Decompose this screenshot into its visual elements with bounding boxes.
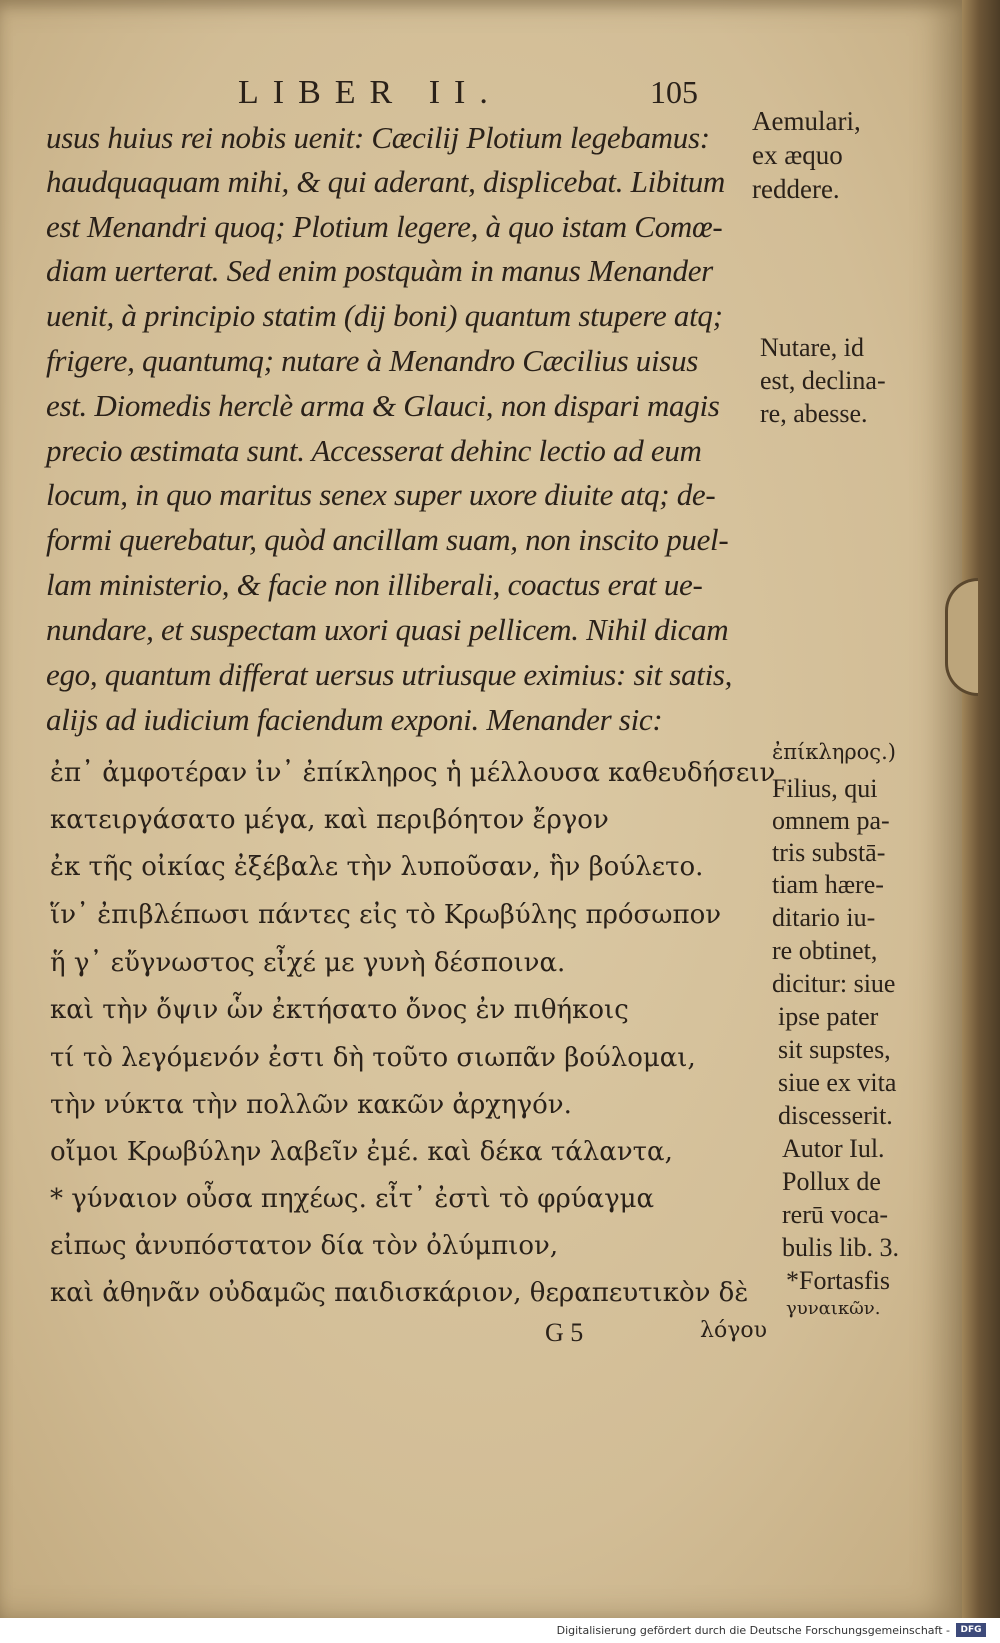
body-line: diam uerterat. Sed enim postquàm in manus Menander [46,253,713,288]
margin-line: tris substā- [772,838,886,867]
greek-line: καὶ ἀθηνᾶν οὐδαμῶς παιδισκάριον, θεραπευτικὸν δὲ [50,1278,749,1308]
body-line: nundare, et suspectam uxori quasi pellicem. Nihil dicam [46,612,729,647]
margin-line: bulis lib. 3. [782,1233,900,1262]
body-line: locum, in quo maritus senex super uxore diuite atq; de- [46,477,716,512]
signature-mark: G 5 [545,1318,584,1347]
margin-line: omnem pa- [772,806,890,835]
margin-line: tiam hære- [772,870,884,899]
margin-line: Filius, qui [772,774,878,803]
margin-line: dicitur: siue [772,969,896,998]
body-line: est. Diomedis herclè arma & Glauci, non dispari magis [46,388,720,423]
greek-line: ἵν᾽ ἐπιβλέπωσι πάντες εἰς τὸ Κρωβύλης πρόσωπον [50,900,722,930]
margin-line: reddere. [752,174,840,204]
body-line: ego, quantum differat uersus utriusque eximius: sit satis, [46,657,733,692]
margin-line: Pollux de [782,1167,881,1196]
greek-line: τὴν νύκτα τὴν πολλῶν κακῶν ἀρχηγόν. [50,1090,572,1120]
body-line: precio æstimata sunt. Accesserat dehinc lectio ad eum [46,433,702,468]
body-line: usus huius rei nobis uenit: Cæcilij Plotium legebamus: [46,120,710,155]
greek-line: ἐκ τῆς οἰκίας ἐξέβαλε τὴν λυποῦσαν, ἣν βούλετο. [50,852,704,882]
funding-credit: Digitalisierung gefördert durch die Deutsche Forschungsgemeinschaft - [556,1624,950,1637]
margin-line: discesserit. [778,1101,893,1130]
body-line: lam ministerio, & facie non illiberali, coactus erat ue- [46,567,703,602]
margin-line: est, declina- [760,366,886,395]
margin-line: re obtinet, [772,936,878,965]
page-number: 105 [650,74,698,110]
greek-line: * γύναιον οὖσα πηχέως. εἶτ᾽ ἐστὶ τὸ φρύαγμα [50,1184,655,1214]
margin-line: ἐπίκληρος.) [772,740,896,764]
greek-line: εἰπως ἀνυπόστατον δία τὸν ὀλύμπιον, [50,1231,559,1261]
greek-line: καὶ τὴν ὄψιν ὧν ἐκτήσατο ὄνος ἐν πιθήκοις [50,995,629,1025]
body-line: uenit, à principio statim (dij boni) quantum stupere atq; [46,298,723,333]
body-line: alijs ad iudicium faciendum exponi. Menander sic: [46,702,663,737]
margin-line: sit supstes, [778,1035,891,1064]
clasp-tab [945,578,978,696]
margin-line: ex æquo [752,140,843,170]
margin-line: Aemulari, [752,106,861,136]
body-line: frigere, quantumq; nutare à Menandro Cæcilius uisus [46,343,699,378]
greek-line: ἥ γ᾽ εὔγνωστος εἶχέ με γυνὴ δέσποινα. [50,948,566,978]
margin-line: re, abesse. [760,399,868,428]
dfg-logo: DFG [956,1623,986,1637]
body-line: haudquaquam mihi, & qui aderant, displicebat. Libitum [46,164,726,199]
margin-line: γυναικῶν. [786,1298,881,1319]
greek-line: κατειργάσατο μέγα, καὶ περιβόητον ἔργον [50,805,609,835]
margin-line: siue ex vita [778,1068,897,1097]
page-edge [962,0,1000,1618]
greek-line: ἐπ᾽ ἀμφοτέραν ἰν᾽ ἐπίκληρος ἡ μέλλουσα καθευδήσειν [50,758,776,788]
greek-line: τί τὸ λεγόμενόν ἐστι δὴ τοῦτο σιωπᾶν βούλομαι, [50,1043,696,1073]
running-head: LIBER II. [238,74,502,111]
margin-line: ipse pater [778,1002,879,1031]
greek-line: οἴμοι Κρωβύλην λαβεῖν ἐμέ. καὶ δέκα τάλαντα, [50,1137,673,1167]
catchword: λόγου [700,1318,767,1343]
margin-line: rerū voca- [782,1200,889,1229]
margin-line: Nutare, id [760,333,864,362]
body-line: formi querebatur, quòd ancillam suam, non inscito puel- [46,522,729,557]
margin-line: Autor Iul. [782,1134,885,1163]
margin-line: ditario iu- [772,903,876,932]
body-line: est Menandri quoq; Plotium legere, à quo istam Comœ- [46,209,723,244]
margin-line: *Fortasfis [786,1266,890,1295]
